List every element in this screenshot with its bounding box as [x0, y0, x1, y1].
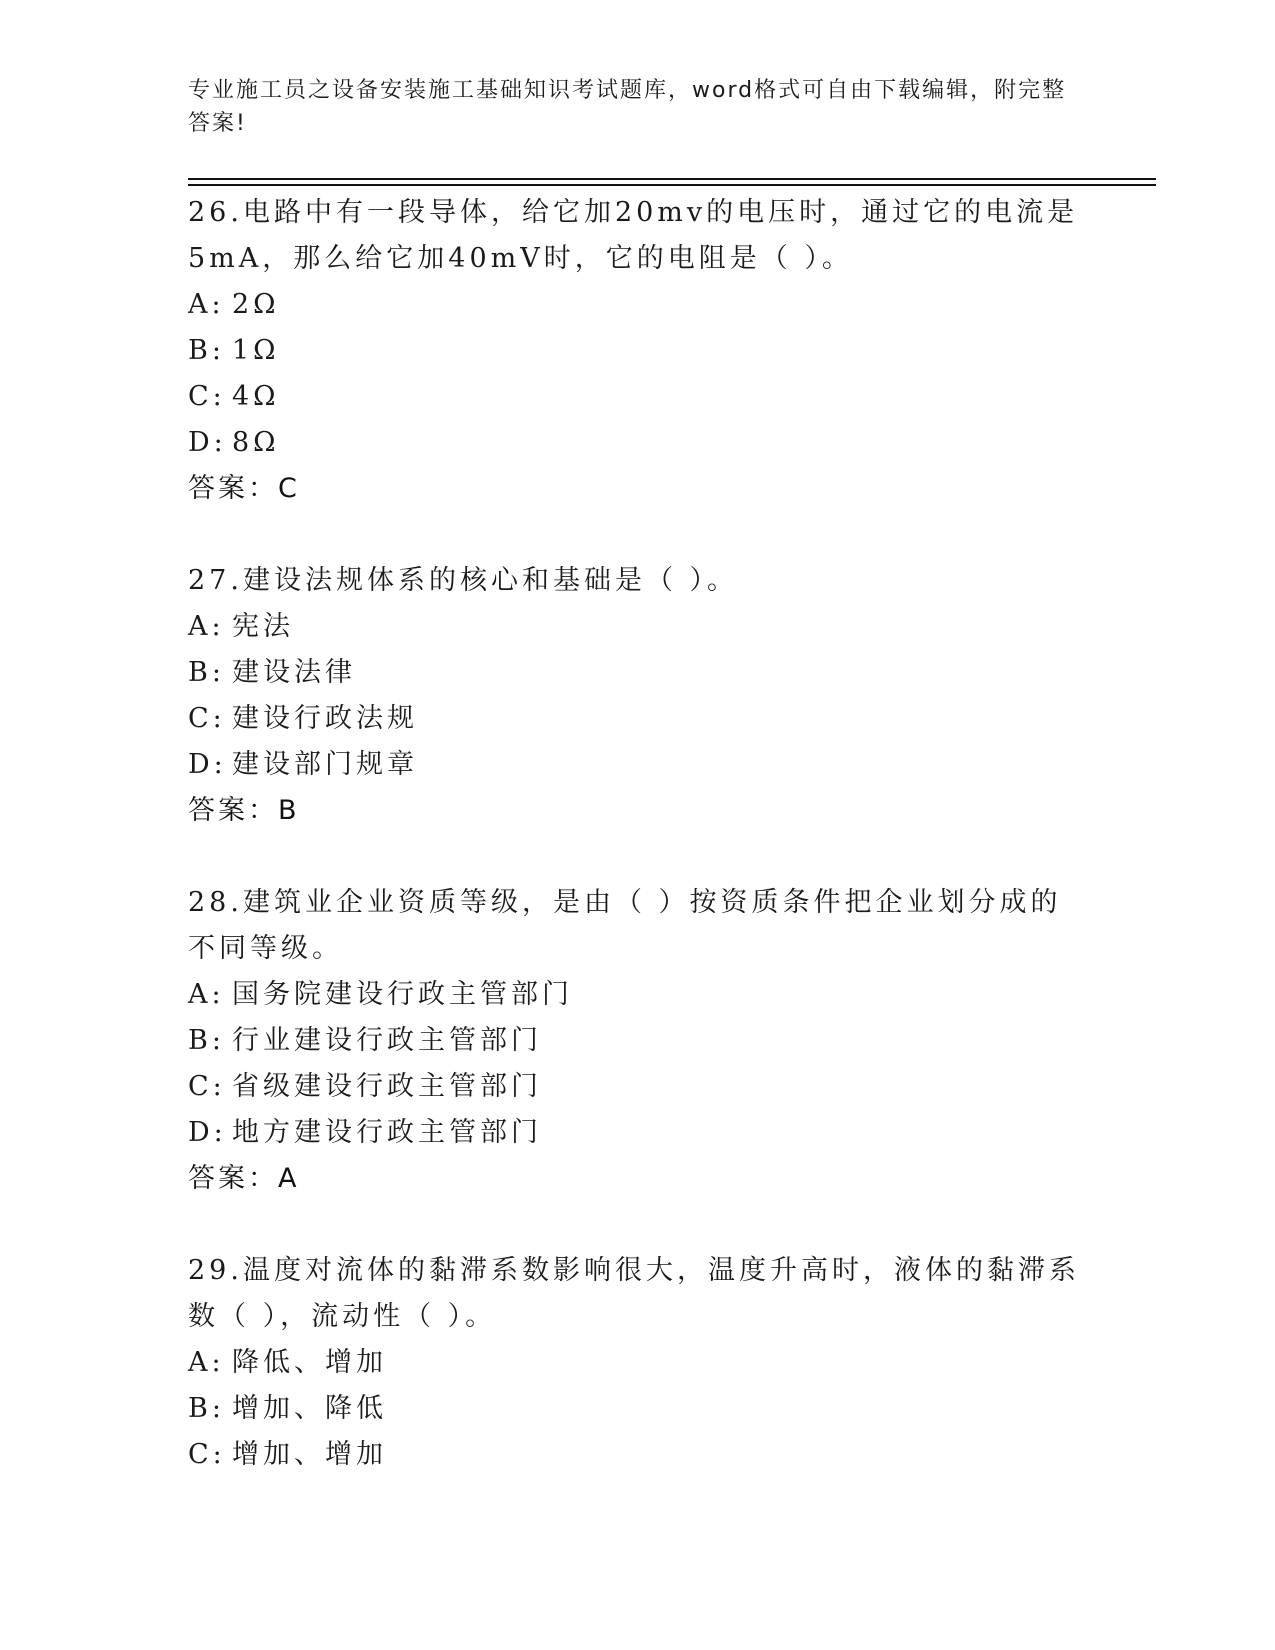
option-a — [188, 972, 1088, 1018]
option-letter: B: — [188, 335, 225, 366]
option-text: 降低、增加 — [232, 1347, 387, 1378]
answer-line: 答案：B — [188, 795, 300, 826]
question-28 — [188, 880, 1088, 1202]
option-c — [188, 374, 1088, 420]
option-letter: A: — [188, 1347, 225, 1378]
option-letter: B: — [188, 1393, 225, 1424]
option-letter: C: — [188, 1439, 226, 1470]
question-stem: 28.建筑业企业资质等级，是由（ ）按资质条件把企业划分成的不同等级。 — [188, 887, 1062, 964]
option-letter: C: — [188, 1071, 226, 1102]
question-stem: 29.温度对流体的黏滞系数影响很大，温度升高时，液体的黏滞系数（ ），流动性（ ）。 — [188, 1255, 1080, 1332]
question-list — [188, 190, 1088, 1524]
header-divider-top — [188, 178, 1156, 180]
option-b — [188, 328, 1088, 374]
question-29 — [188, 1248, 1088, 1478]
option-letter: B: — [188, 1025, 225, 1056]
option-text: 建设法律 — [232, 657, 356, 688]
option-c — [188, 696, 1088, 742]
option-letter: A: — [188, 979, 225, 1010]
option-text: 国务院建设行政主管部门 — [232, 979, 573, 1010]
option-letter: A: — [188, 289, 225, 320]
option-text: 1Ω — [232, 335, 280, 366]
question-26 — [188, 190, 1088, 512]
question-stem: 27.建设法规体系的核心和基础是（ ）。 — [188, 565, 739, 596]
option-letter: B: — [188, 657, 225, 688]
option-letter: D: — [188, 1117, 227, 1148]
option-text: 行业建设行政主管部门 — [232, 1025, 542, 1056]
option-letter: C: — [188, 703, 226, 734]
option-text: 地方建设行政主管部门 — [232, 1117, 542, 1148]
option-text: 增加、降低 — [232, 1393, 387, 1424]
option-letter: D: — [188, 749, 227, 780]
option-text: 2Ω — [232, 289, 280, 320]
answer-line: 答案：C — [188, 473, 300, 504]
option-letter: C: — [188, 381, 226, 412]
option-letter: D: — [188, 427, 227, 458]
option-b — [188, 1018, 1088, 1064]
option-b — [188, 650, 1088, 696]
document-header — [188, 74, 1068, 140]
question-27 — [188, 558, 1088, 834]
option-text: 省级建设行政主管部门 — [232, 1071, 542, 1102]
option-text: 宪法 — [232, 611, 294, 642]
option-d — [188, 420, 1088, 466]
option-text: 增加、增加 — [232, 1439, 387, 1470]
option-text: 建设行政法规 — [232, 703, 418, 734]
option-letter: A: — [188, 611, 225, 642]
option-c — [188, 1064, 1088, 1110]
header-divider-bottom — [188, 184, 1156, 186]
option-a — [188, 1340, 1088, 1386]
question-stem: 26.电路中有一段导体，给它加20mv的电压时，通过它的电流是5mA，那么给它加40mV时，它的电阻是（ ）。 — [188, 197, 1079, 274]
option-c — [188, 1432, 1088, 1478]
option-a — [188, 282, 1088, 328]
option-text: 4Ω — [232, 381, 280, 412]
answer-line: 答案：A — [188, 1163, 300, 1194]
option-d — [188, 1110, 1088, 1156]
option-b — [188, 1386, 1088, 1432]
option-a — [188, 604, 1088, 650]
document-title: 专业施工员之设备安装施工基础知识考试题库，word格式可自由下载编辑，附完整答案! — [188, 78, 1067, 136]
option-text: 8Ω — [232, 427, 280, 458]
option-text: 建设部门规章 — [232, 749, 418, 780]
option-d — [188, 742, 1088, 788]
